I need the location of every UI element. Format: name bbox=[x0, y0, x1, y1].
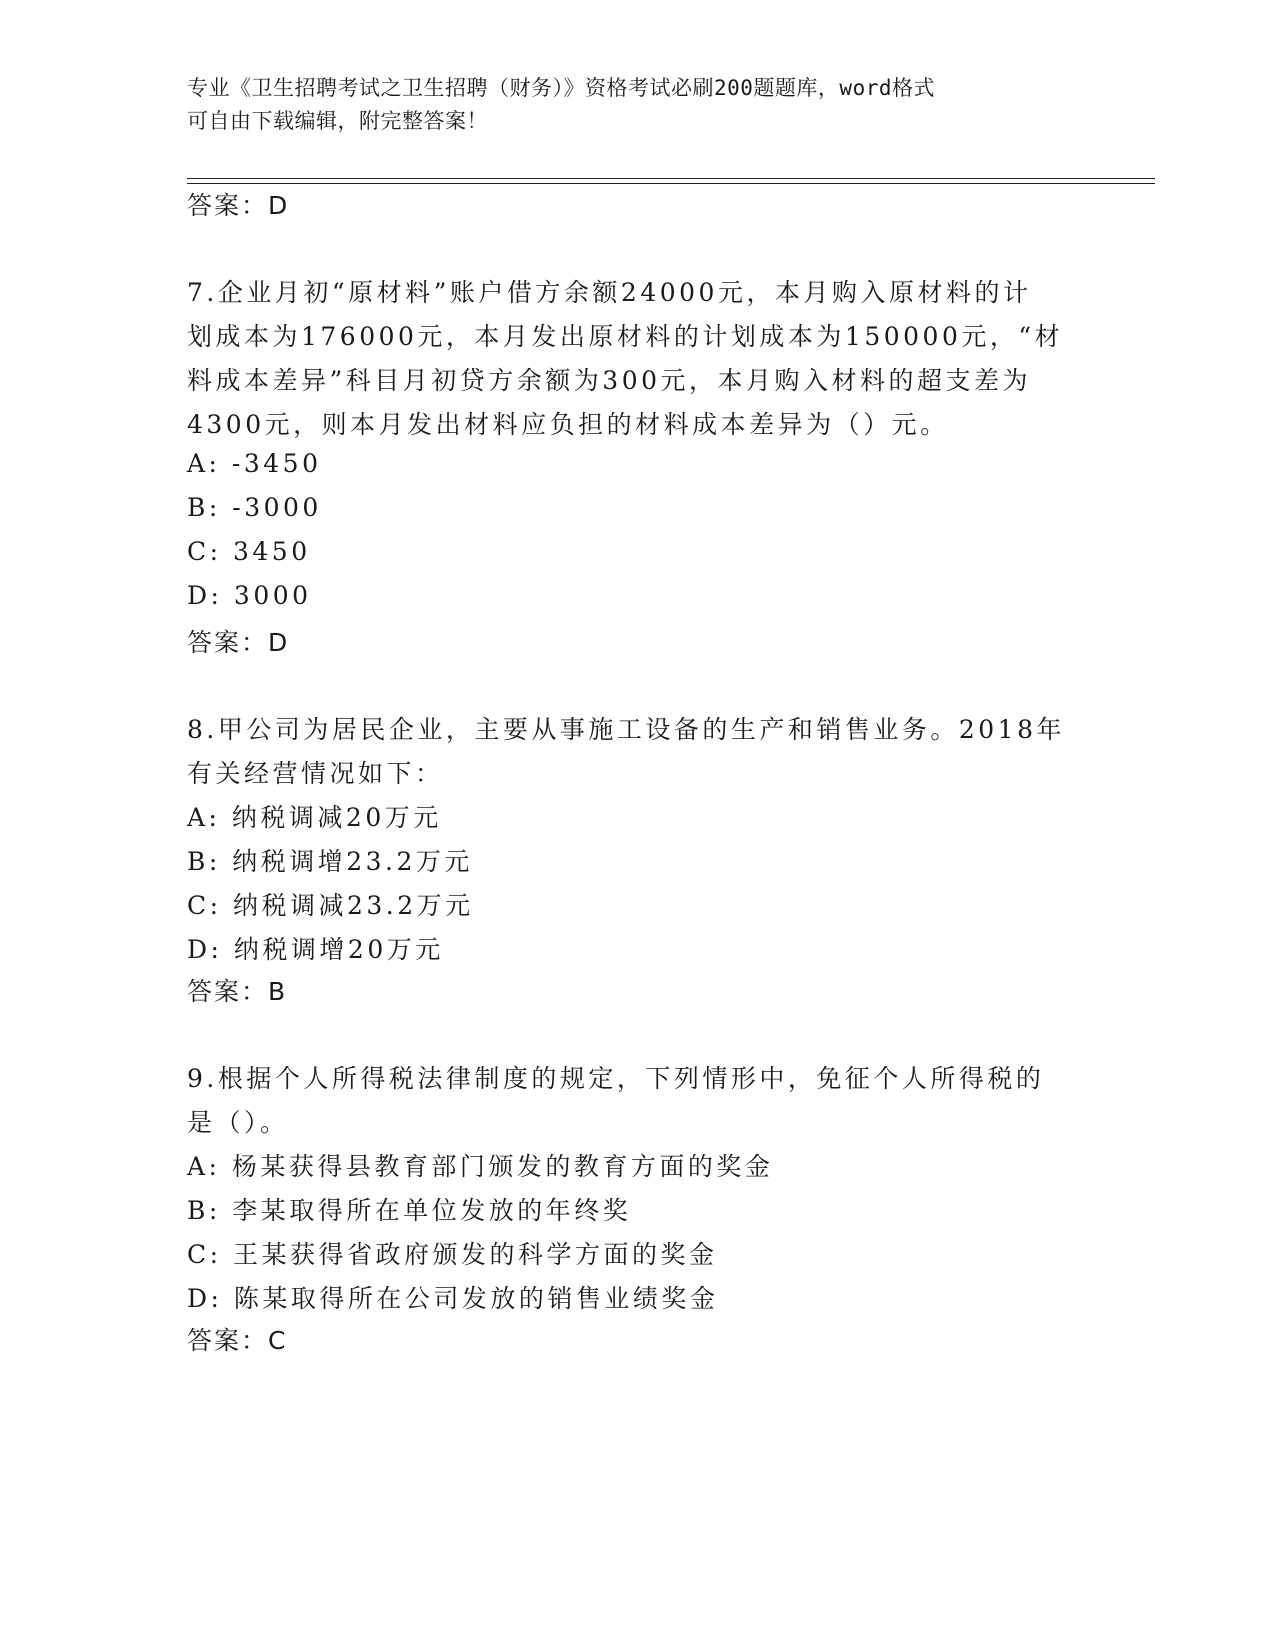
question-stem-line: 8.甲公司为居民企业，主要从事施工设备的生产和销售业务。2018年 bbox=[187, 715, 1065, 744]
document-header bbox=[187, 72, 1087, 138]
option-a: A: -3450 bbox=[187, 449, 322, 478]
option-b: B: 李某取得所在单位发放的年终奖 bbox=[187, 1196, 632, 1225]
option-c: C: 3450 bbox=[187, 537, 311, 566]
question-stem-line: 9.根据个人所得税法律制度的规定，下列情形中，免征个人所得税的 bbox=[187, 1064, 1045, 1093]
header-line-1: 专业《卫生招聘考试之卫生招聘（财务）》资格考试必刷200题题库，word格式 bbox=[187, 76, 935, 100]
question-stem-line: 4300元，则本月发出材料应负担的材料成本差异为（）元。 bbox=[187, 410, 949, 439]
answer-line: 答案：B bbox=[187, 977, 288, 1006]
option-c: C: 王某获得省政府颁发的科学方面的奖金 bbox=[187, 1240, 718, 1269]
option-d: D: 3000 bbox=[187, 581, 312, 610]
header-line-2: 可自由下载编辑，附完整答案！ bbox=[187, 109, 488, 133]
question-stem-line: 是（）。 bbox=[187, 1108, 289, 1137]
option-d: D: 纳税调增20万元 bbox=[187, 935, 444, 964]
header-divider bbox=[187, 178, 1155, 179]
answer-line: 答案：D bbox=[187, 628, 290, 657]
option-b: B: -3000 bbox=[187, 493, 322, 522]
question-stem-line: 7.企业月初“原材料”账户借方余额24000元，本月购入原材料的计 bbox=[187, 278, 1032, 307]
option-a: A: 杨某获得县教育部门颁发的教育方面的奖金 bbox=[187, 1152, 774, 1181]
answer-line: 答案：C bbox=[187, 1326, 288, 1355]
question-stem-line: 料成本差异”科目月初贷方余额为300元，本月购入材料的超支差为 bbox=[187, 366, 1032, 395]
question-stem-line: 划成本为176000元，本月发出原材料的计划成本为150000元，“材 bbox=[187, 322, 1064, 351]
option-c: C: 纳税调减23.2万元 bbox=[187, 891, 474, 920]
option-a: A: 纳税调减20万元 bbox=[187, 803, 442, 832]
option-b: B: 纳税调增23.2万元 bbox=[187, 847, 473, 876]
option-d: D: 陈某取得所在公司发放的销售业绩奖金 bbox=[187, 1284, 719, 1313]
header-divider-2 bbox=[187, 183, 1155, 184]
answer-line: 答案：D bbox=[187, 191, 290, 220]
question-stem-line: 有关经营情况如下： bbox=[187, 759, 444, 788]
